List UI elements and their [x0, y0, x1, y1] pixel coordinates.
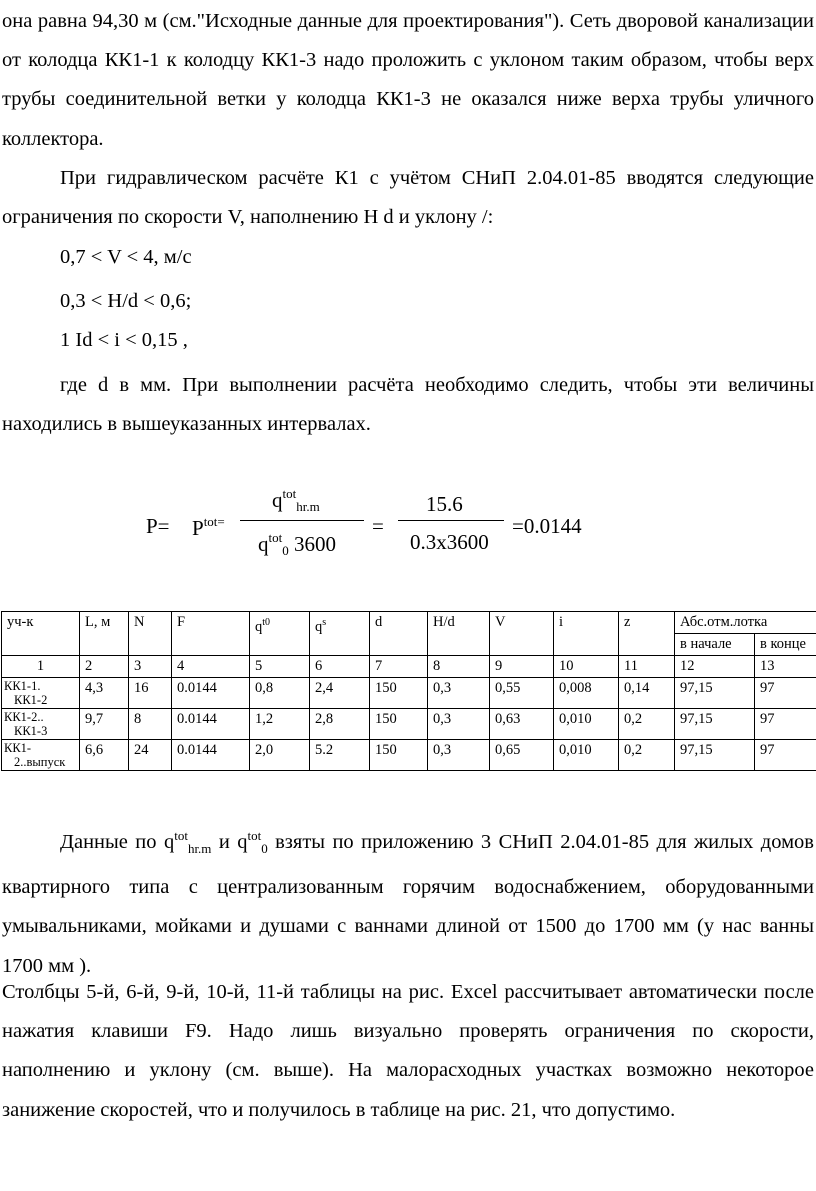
constraint-filling: 0,3 < H/d < 0,6;	[60, 290, 192, 312]
table-row	[2, 709, 816, 740]
segment-cell: КК1-2.. КК1-3	[2, 709, 80, 740]
header-qs: $q^s$	[310, 612, 370, 656]
cell: 97,15	[675, 709, 755, 740]
cell: 6,6	[80, 740, 129, 771]
column-number: 6	[310, 656, 370, 678]
cell: 0.0144	[172, 678, 250, 709]
table-number-row	[2, 656, 816, 678]
header-invert-elevation: Абс.отм.лотка	[675, 612, 816, 634]
cell: 0,2	[619, 709, 675, 740]
constraint-velocity: 0,7 < V < 4, м/с	[60, 246, 192, 268]
column-number: 12	[675, 656, 755, 678]
hydraulic-calc-table	[1, 611, 816, 771]
header-start: в начале	[675, 634, 755, 656]
header-segment: уч-к	[2, 612, 80, 656]
cell: 0,14	[619, 678, 675, 709]
column-number: 9	[490, 656, 554, 678]
header-v: V	[490, 612, 554, 656]
cell: 2,8	[310, 709, 370, 740]
cell: 0,3	[428, 678, 490, 709]
header-f: F	[172, 612, 250, 656]
fraction-bar-2	[398, 520, 504, 521]
cell: 4,3	[80, 678, 129, 709]
formula-equals: =	[372, 514, 384, 538]
cell: 8	[129, 709, 172, 740]
header-z: z	[619, 612, 675, 656]
probability-formula	[0, 480, 816, 570]
header-length: L, м	[80, 612, 129, 656]
header-n: N	[129, 612, 172, 656]
table-row	[2, 678, 816, 709]
cell: 16	[129, 678, 172, 709]
table-header-row	[2, 612, 816, 634]
header-qt0: $q^{t0}$	[250, 612, 310, 656]
fraction-bar-1	[240, 520, 364, 521]
column-number: 10	[554, 656, 619, 678]
column-number: 13	[755, 656, 816, 678]
paragraph-data-source: Данные по $q^{tot}_{hr.m}$ и $q^{tot}_0$ взяты по приложению 3 СНиП 2.04.01-85 для жилых домов квартирного типа с централизованным горячим водоснабжением, оборудованными умывальниками, мойками и душами с ваннами длиной от 1500 до 1700 мм (у нас ванны 1700 мм ).	[2, 828, 814, 977]
column-number: 2	[80, 656, 129, 678]
header-i: i	[554, 612, 619, 656]
cell: 97	[755, 678, 816, 709]
paragraph-excel-note: Столбцы 5-й, 6-й, 9-й, 10-й, 11-й таблицы на рис. Excel рассчитывает автоматически после нажатия клавиши F9. Надо лишь визуально проверять ограничения по скорости, наполнению и уклону (см. выше). На малорасходных участках возможно некоторое занижение скоростей, что и получилось в таблице на рис. 21, что допустимо.	[2, 981, 814, 1121]
cell: 0,2	[619, 740, 675, 771]
cell: 150	[370, 740, 428, 771]
header-hd: H/d	[428, 612, 490, 656]
cell: 0,3	[428, 740, 490, 771]
cell: 150	[370, 678, 428, 709]
cell: 5.2	[310, 740, 370, 771]
formula-p-tot: $P^{tot=}$	[192, 514, 225, 540]
paragraph-sewer-network: она равна 94,30 м (см."Исходные данные для проектирования"). Сеть дворовой канализации от колодца КК1-1 к колодцу КК1-3 надо проложить с уклоном таким образом, чтобы верх трубы соединительной ветки у колодца КК1-3 не оказался ниже верха трубы уличного коллектора.	[2, 10, 814, 150]
cell: 0.0144	[172, 709, 250, 740]
table-row	[2, 740, 816, 771]
cell: 2,4	[310, 678, 370, 709]
formula-numerator-2: 15.6	[426, 492, 463, 516]
paragraph-hydraulic-constraints: При гидравлическом расчёте К1 с учётом СНиП 2.04.01-85 вводятся следующие ограничения по скорости V, наполнению H d и уклону /:	[2, 167, 814, 229]
header-d: d	[370, 612, 428, 656]
column-number: 3	[129, 656, 172, 678]
cell: 0,008	[554, 678, 619, 709]
cell: 97	[755, 740, 816, 771]
cell: 0,010	[554, 740, 619, 771]
formula-lhs: P=	[146, 514, 170, 538]
cell: 0,8	[250, 678, 310, 709]
cell: 97,15	[675, 678, 755, 709]
segment-cell: КК1- 2..выпуск	[2, 740, 80, 771]
formula-denominator-2: 0.3x3600	[410, 530, 489, 554]
cell: 0,010	[554, 709, 619, 740]
formula-denominator-1: $q^{tot}_0$ 3600	[258, 530, 336, 558]
cell: 0,65	[490, 740, 554, 771]
cell: 24	[129, 740, 172, 771]
column-number: 7	[370, 656, 428, 678]
cell: 0.0144	[172, 740, 250, 771]
paragraph-interval-check: где d в мм. При выполнении расчёта необходимо следить, чтобы эти величины находились в вышеуказанных интервалах.	[2, 374, 814, 436]
cell: 2,0	[250, 740, 310, 771]
cell: 97	[755, 709, 816, 740]
column-number: 11	[619, 656, 675, 678]
cell: 9,7	[80, 709, 129, 740]
cell: 150	[370, 709, 428, 740]
column-number: 1	[2, 656, 80, 678]
cell: 97,15	[675, 740, 755, 771]
column-number: 8	[428, 656, 490, 678]
header-end: в конце	[755, 634, 816, 656]
column-number: 4	[172, 656, 250, 678]
constraint-slope: 1 Id < i < 0,15 ,	[60, 329, 188, 351]
cell: 0,63	[490, 709, 554, 740]
formula-result: =0.0144	[512, 514, 582, 538]
segment-cell: КК1-1. КК1-2	[2, 678, 80, 709]
formula-numerator-1: $q^{tot}_{hr.m}$	[272, 486, 320, 514]
cell: 0,55	[490, 678, 554, 709]
cell: 0,3	[428, 709, 490, 740]
cell: 1,2	[250, 709, 310, 740]
column-number: 5	[250, 656, 310, 678]
